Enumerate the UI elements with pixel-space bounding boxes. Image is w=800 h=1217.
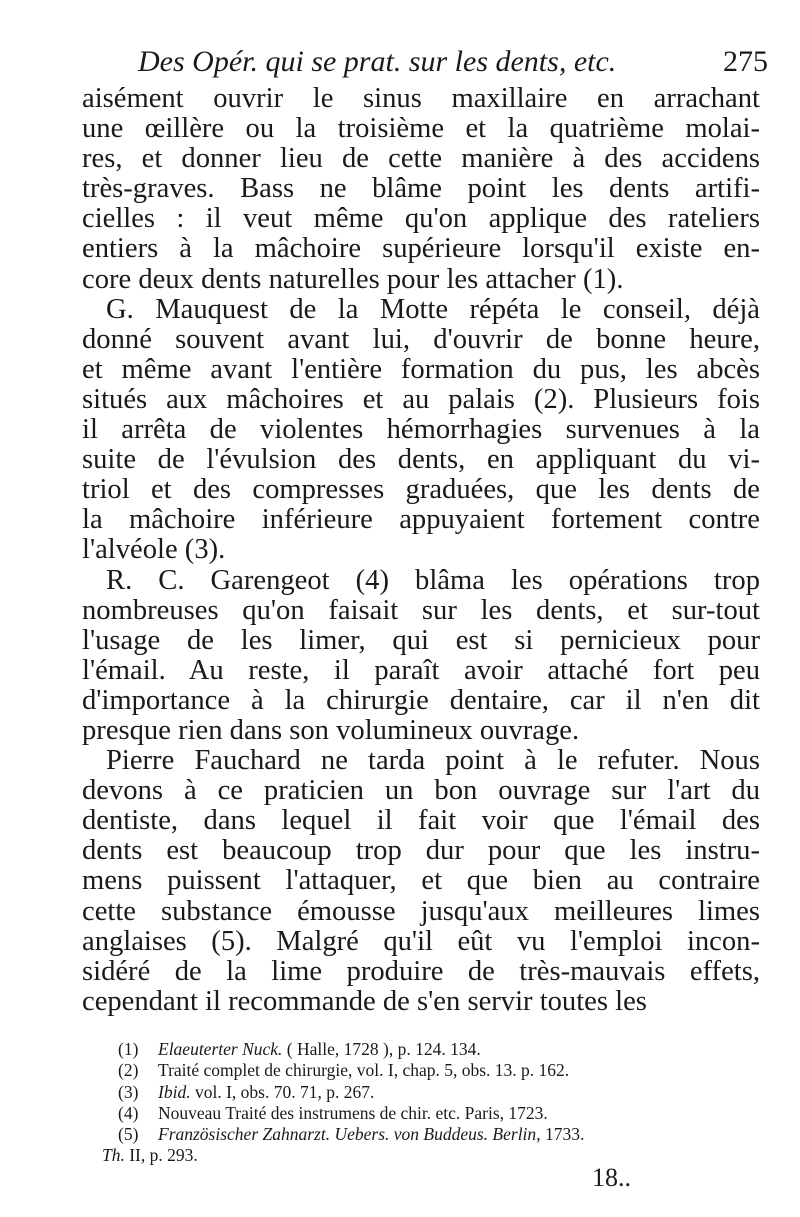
body-line: cielles : il veut même qu'on applique des rateliers bbox=[82, 203, 760, 235]
body-line: aisément ouvrir le sinus maxillaire en arrachant bbox=[82, 83, 760, 114]
body-line: suite de l'évulsion des dents, en appliquant du vi- bbox=[82, 444, 760, 476]
footnote-mark: (4) bbox=[118, 1102, 139, 1123]
body-line: l'émail. Au reste, il paraît avoir attaché fort peu bbox=[82, 654, 760, 686]
body-line: il arrêta de violentes hémorrhagies survenues à la bbox=[82, 414, 760, 446]
footnote bbox=[118, 1082, 768, 1103]
body-line: devons à ce praticien un bon ouvrage sur l'art du bbox=[82, 775, 760, 807]
signature-mark: 18.. bbox=[592, 1163, 631, 1192]
body-line: cette substance émousse jusqu'aux meilleures limes bbox=[82, 895, 760, 927]
body-text bbox=[82, 84, 760, 1017]
body-line: très-graves. Bass ne blâme point les dents artifi- bbox=[82, 173, 760, 205]
footnote-mark: (2) bbox=[118, 1060, 139, 1081]
footnotes bbox=[102, 1039, 768, 1167]
body-line: et même avant l'entière formation du pus, les abcès bbox=[82, 353, 760, 385]
body-line: triol et des compresses graduées, que les dents de bbox=[82, 474, 760, 506]
body-line: donné souvent avant lui, d'ouvrir de bonne heure, bbox=[82, 323, 760, 355]
footnote bbox=[118, 1060, 768, 1081]
footnote-text: vol. I, obs. 70. 71, p. 267. bbox=[190, 1081, 375, 1102]
footnote-mark: (3) bbox=[118, 1081, 139, 1102]
body-line: R. C. Garengeot (4) blâma les opérations trop bbox=[106, 564, 760, 596]
body-line: entiers à la mâchoire supérieure lorsqu'il existe en- bbox=[82, 233, 760, 265]
footnote-text: Nouveau Traité des instrumens de chir. etc. Paris, 1723. bbox=[158, 1102, 548, 1123]
footnote-continuation-title: Th. bbox=[102, 1145, 125, 1166]
footnote-continuation-text: II, p. 293. bbox=[124, 1145, 198, 1166]
footnote-title: Französischer Zahnarzt. Uebers. von Buddeus. Berlin bbox=[158, 1124, 537, 1145]
footnote-text: ( Halle, 1728 ), p. 124. 134. bbox=[282, 1039, 481, 1059]
body-line: anglaises (5). Malgré qu'il eût vu l'emploi incon- bbox=[82, 925, 760, 957]
footnote-mark: (5) bbox=[118, 1124, 139, 1145]
footnote bbox=[118, 1039, 768, 1060]
footnote-text: Traité complet de chirurgie, vol. I, chap. 5, obs. 13. p. 162. bbox=[158, 1060, 570, 1081]
body-line: dentiste, dans lequel il fait voir que l'émail des bbox=[82, 805, 760, 837]
body-line: situés aux mâchoires et au palais (2). Plusieurs fois bbox=[82, 383, 760, 415]
footnote bbox=[118, 1124, 768, 1145]
body-line: nombreuses qu'on faisait sur les dents, et sur-tout bbox=[82, 594, 760, 626]
body-line: la mâchoire inférieure appuyaient fortement contre bbox=[82, 504, 760, 536]
body-line: mens puissent l'attaquer, et que bien au contraire bbox=[82, 865, 760, 897]
footnote-title: Elaeuterter Nuck. bbox=[158, 1039, 283, 1059]
footnote-continuation bbox=[102, 1145, 768, 1166]
footnote-mark: (1) bbox=[118, 1039, 139, 1059]
running-title: Des Opér. qui se prat. sur les dents, etc. bbox=[138, 45, 617, 78]
body-line: presque rien dans son volumineux ouvrage. bbox=[82, 714, 580, 746]
body-line: d'importance à la chirurgie dentaire, car il n'en dit bbox=[82, 684, 760, 716]
footnote bbox=[118, 1103, 768, 1124]
footnote-text: , 1733. bbox=[536, 1124, 585, 1145]
body-line: cependant il recommande de s'en servir toutes les bbox=[82, 985, 647, 1017]
running-header bbox=[138, 42, 768, 82]
body-line: dents est beaucoup trop dur pour que les instru- bbox=[82, 835, 760, 867]
body-line: l'usage de les limer, qui est si pernicieux pour bbox=[82, 624, 760, 656]
page-number: 275 bbox=[723, 45, 768, 78]
body-line: core deux dents naturelles pour les attacher (1). bbox=[82, 263, 624, 295]
body-line: G. Mauquest de la Motte répéta le conseil, déjà bbox=[106, 293, 760, 325]
body-line: sidéré de la lime produire de très-mauvais effets, bbox=[82, 955, 760, 987]
footnote-title: Ibid. bbox=[158, 1081, 191, 1102]
body-line: res, et donner lieu de cette manière à des accidens bbox=[82, 143, 760, 175]
body-line: Pierre Fauchard ne tarda point à le refuter. Nous bbox=[106, 745, 760, 777]
body-line: une œillère ou la troisième et la quatrième molai- bbox=[82, 113, 760, 145]
body-line: l'alvéole (3). bbox=[82, 534, 226, 566]
